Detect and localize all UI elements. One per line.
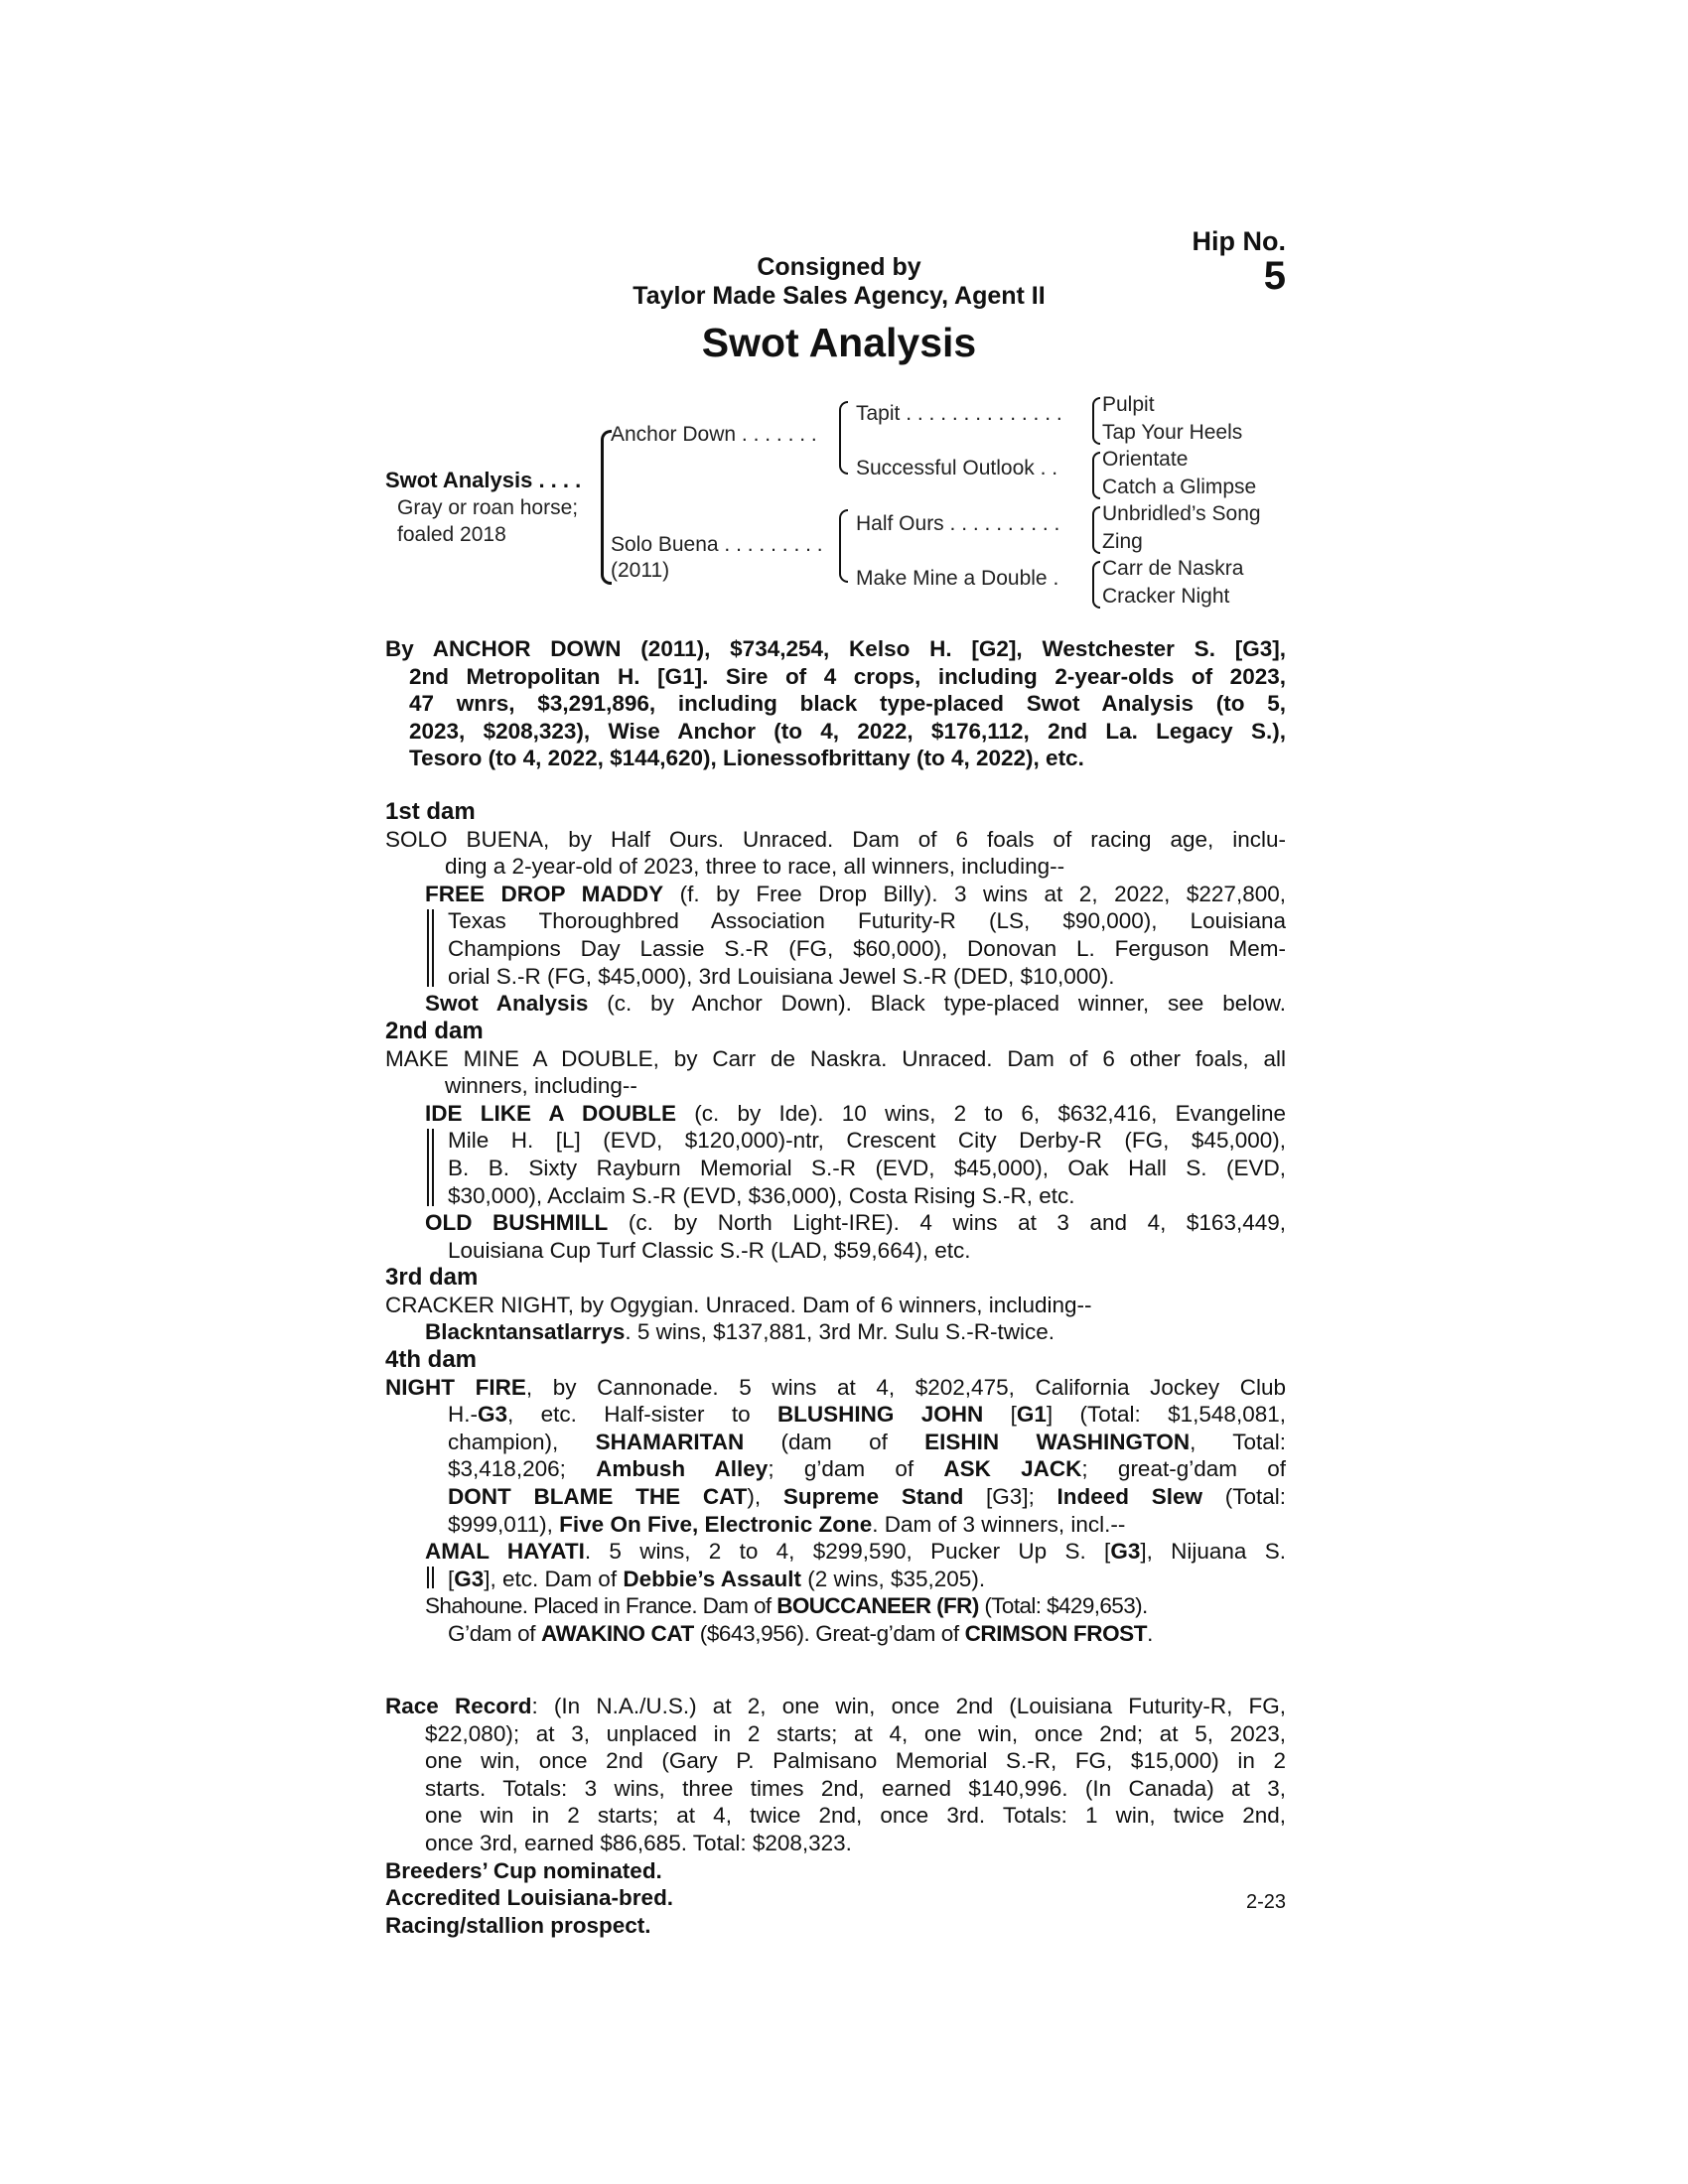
- produce-line: Champions Day Lassie S.-R (FG, $60,000), Donovan L. Ferguson Mem-: [448, 935, 1286, 961]
- black-type-bar: [427, 1129, 434, 1206]
- gen3-ancestor: Cracker Night: [1102, 585, 1230, 608]
- consignor-block: [0, 253, 1678, 311]
- pedigree-dam-year: (2011): [611, 559, 670, 582]
- subject-description-2: foaled 2018: [397, 523, 506, 546]
- hip-number: 5: [1263, 254, 1286, 298]
- produce-line: Mile H. [L] (EVD, $120,000)-ntr, Crescent City Derby-R (FG, $45,000),: [448, 1128, 1286, 1154]
- gen3-ancestor: Orientate: [1102, 448, 1189, 471]
- race-record-line: Race Record: (In N.A./U.S.) at 2, one win, once 2nd (Louisiana Futurity-R, FG,: [385, 1694, 1286, 1718]
- brace-sire: [839, 401, 848, 475]
- sire-line: By ANCHOR DOWN (2011), $734,254, Kelso H. [G2], Westchester S. [G3],: [385, 636, 1286, 661]
- produce-first-line: AMAL HAYATI. 5 wins, 2 to 4, $299,590, Pucker Up S. [G3], Nijuana S.: [425, 1539, 1286, 1565]
- produce-first-line: Blackntansatlarrys. 5 wins, $137,881, 3rd Mr. Sulu S.-R-twice.: [425, 1319, 1055, 1345]
- pedigree-dam-dam: Make Mine a Double .: [856, 567, 1059, 590]
- produce-first-line: OLD BUSHMILL (c. by North Light-IRE). 4 wins at 3 and 4, $163,449,: [425, 1210, 1286, 1236]
- fourth-dam-section: [385, 1346, 1286, 1648]
- produce-line: B. B. Sixty Rayburn Memorial S.-R (EVD, $45,000), Oak Hall S. (EVD,: [448, 1155, 1286, 1180]
- gen3-ancestor: Carr de Naskra: [1102, 557, 1244, 580]
- dam-intro-line: ding a 2-year-old of 2023, three to race, all winners, including--: [445, 854, 1065, 880]
- note-accredited: Accredited Louisiana-bred.: [385, 1885, 674, 1911]
- produce-first-line: IDE LIKE A DOUBLE (c. by Ide). 10 wins, 2 to 6, $632,416, Evangeline: [425, 1100, 1286, 1126]
- fourth-dam-line: $3,418,206; Ambush Alley; g’dam of ASK JACK; great-g’dam of: [448, 1456, 1286, 1482]
- race-record-line: starts. Totals: 3 wins, three times 2nd, earned $140,996. (In Canada) at 3,: [425, 1775, 1286, 1801]
- first-dam-heading: 1st dam: [385, 798, 476, 825]
- race-record-line: once 3rd, earned $86,685. Total: $208,323.: [425, 1830, 852, 1855]
- race-record-line: one win in 2 starts; at 4, twice 2nd, once 3rd. Totals: 1 win, twice 2nd,: [425, 1803, 1286, 1829]
- produce-line: [G3], etc. Dam of Debbie’s Assault (2 wins, $35,205).: [448, 1566, 986, 1591]
- pedigree-sire: Anchor Down . . . . . . .: [611, 423, 817, 446]
- fourth-dam-line: NIGHT FIRE, by Cannonade. 5 wins at 4, $202,475, California Jockey Club: [385, 1374, 1286, 1400]
- first-dam-section: [385, 798, 1286, 1018]
- gen3-ancestor: Catch a Glimpse: [1102, 476, 1257, 498]
- brace-gen3-4: [1092, 561, 1100, 609]
- race-record-line: $22,080); at 3, unplaced in 2 starts; at 4, one win, once 2nd; at 5, 2023,: [425, 1720, 1286, 1746]
- race-record: [385, 1693, 1286, 1939]
- pedigree-sire-sire: Tapit . . . . . . . . . . . . . .: [856, 402, 1062, 425]
- pedigree-sire-dam: Successful Outlook . .: [856, 457, 1058, 479]
- horse-title: Swot Analysis: [701, 320, 977, 365]
- page-code: 2-23: [1245, 1891, 1286, 1913]
- fourth-dam-line: H.-G3, etc. Half-sister to BLUSHING JOHN [G1] (Total: $1,548,081,: [448, 1402, 1286, 1428]
- consigned-by-label: Consigned by: [757, 253, 921, 281]
- brace-dam: [839, 509, 848, 583]
- produce-line: $30,000), Acclaim S.-R (EVD, $36,000), Costa Rising S.-R, etc.: [448, 1182, 1075, 1208]
- third-dam-section: [385, 1264, 1286, 1346]
- produce-line: orial S.-R (FG, $45,000), 3rd Louisiana Jewel S.-R (DED, $10,000).: [448, 963, 1115, 989]
- sire-line: 2023, $208,323), Wise Anchor (to 4, 2022, $176,112, 2nd La. Legacy S.),: [409, 718, 1286, 744]
- pedigree-dam: Solo Buena . . . . . . . . .: [611, 533, 823, 556]
- race-record-line: one win, once 2nd (Gary P. Palmisano Memorial S.-R, FG, $15,000) in 2: [425, 1748, 1286, 1774]
- produce-first-line: Shahoune. Placed in France. Dam of BOUCCANEER (FR) (Total: $429,653).: [425, 1593, 1148, 1619]
- black-type-bar: [427, 909, 434, 987]
- gen3-ancestor: Pulpit: [1102, 393, 1155, 416]
- produce-name: IDE LIKE A DOUBLE: [425, 1100, 677, 1126]
- dam-intro-line: SOLO BUENA, by Half Ours. Unraced. Dam of 6 foals of racing age, inclu-: [385, 826, 1286, 852]
- second-dam-section: [385, 1018, 1286, 1264]
- sire-paragraph: [385, 635, 1286, 772]
- produce-name: OLD BUSHMILL: [425, 1210, 609, 1236]
- sire-line: Tesoro (to 4, 2022, $144,620), Lionessofbrittany (to 4, 2022), etc.: [409, 746, 1084, 771]
- hip-number-label: Hip No.: [1192, 226, 1286, 256]
- gen3-ancestor: Tap Your Heels: [1102, 421, 1243, 444]
- produce-line: G’dam of AWAKINO CAT ($643,956). Great-g’dam of CRIMSON FROST.: [448, 1620, 1153, 1646]
- sire-line: 47 wnrs, $3,291,896, including black type-placed Swot Analysis (to 5,: [409, 691, 1286, 717]
- produce-first-line: FREE DROP MADDY (f. by Free Drop Billy). 3 wins at 2, 2022, $227,800,: [425, 881, 1286, 906]
- pedigree-dam-sire: Half Ours . . . . . . . . . .: [856, 512, 1060, 535]
- sire-line: 2nd Metropolitan H. [G1]. Sire of 4 crops, including 2-year-olds of 2023,: [409, 663, 1286, 689]
- produce-line: Texas Thoroughbred Association Futurity-R (LS, $90,000), Louisiana: [448, 908, 1286, 934]
- dam-intro-line: CRACKER NIGHT, by Ogygian. Unraced. Dam of 6 winners, including--: [385, 1292, 1092, 1317]
- gen3-ancestor: Unbridled’s Song: [1102, 502, 1261, 525]
- brace-gen3-2: [1092, 452, 1100, 499]
- black-type-bar: [427, 1567, 434, 1588]
- race-record-label: Race Record: [385, 1694, 532, 1718]
- consignor-name: Taylor Made Sales Agency, Agent II: [633, 282, 1046, 310]
- gen3-ancestor: Zing: [1102, 530, 1143, 553]
- fourth-dam-heading: 4th dam: [385, 1346, 478, 1373]
- dam-intro-line: winners, including--: [445, 1073, 637, 1099]
- third-dam-heading: 3rd dam: [385, 1264, 479, 1291]
- produce-first-line: Swot Analysis (c. by Anchor Down). Black type-placed winner, see below.: [425, 991, 1286, 1017]
- pedigree-subject: Swot Analysis . . . .: [385, 468, 582, 492]
- note-breeders-cup: Breeders’ Cup nominated.: [385, 1857, 662, 1883]
- produce-name: FREE DROP MADDY: [425, 881, 664, 906]
- produce-name: Blackntansatlarrys: [425, 1319, 626, 1345]
- dam-intro-line: MAKE MINE A DOUBLE, by Carr de Naskra. Unraced. Dam of 6 other foals, all: [385, 1045, 1286, 1071]
- fourth-dam-line: $999,011), Five On Five, Electronic Zone. Dam of 3 winners, incl.--: [448, 1511, 1126, 1537]
- second-dam-heading: 2nd dam: [385, 1018, 484, 1044]
- produce-name: Swot Analysis: [425, 991, 589, 1017]
- fourth-dam-line: DONT BLAME THE CAT), Supreme Stand [G3]; Indeed Slew (Total:: [448, 1483, 1286, 1509]
- produce-line: Louisiana Cup Turf Classic S.-R (LAD, $59,664), etc.: [448, 1237, 971, 1263]
- brace-gen3-3: [1092, 506, 1100, 554]
- fourth-dam-line: champion), SHAMARITAN (dam of EISHIN WASHINGTON, Total:: [448, 1429, 1287, 1454]
- brace-gen3-1: [1092, 397, 1100, 445]
- note-prospect: Racing/stallion prospect.: [385, 1912, 651, 1938]
- subject-description-1: Gray or roan horse;: [397, 496, 579, 519]
